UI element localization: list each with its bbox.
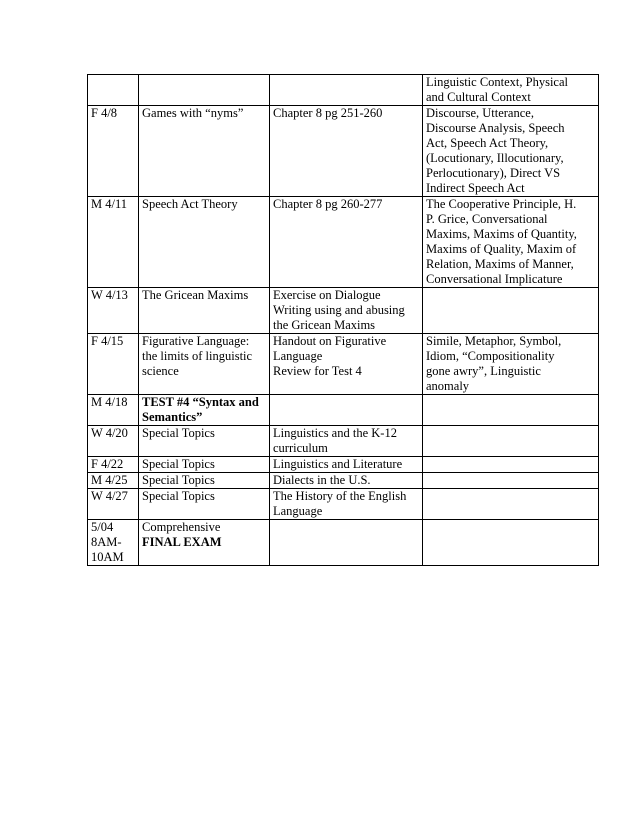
topic-text: The Gricean Maxims xyxy=(142,288,249,302)
reading-cell xyxy=(270,395,423,426)
reading-cell xyxy=(270,197,423,288)
concepts-cell xyxy=(423,106,599,197)
topic-cell xyxy=(139,197,270,288)
concepts-cell xyxy=(423,520,599,566)
date-cell xyxy=(88,334,139,395)
reading-cell xyxy=(270,473,423,489)
reading-cell xyxy=(270,426,423,457)
date-text: W 4/20 xyxy=(91,426,128,440)
concepts-text: Conversational Implicature xyxy=(426,272,563,286)
topic-text: Special Topics xyxy=(142,426,215,440)
date-text: 8AM- xyxy=(91,535,122,549)
concepts-cell xyxy=(423,457,599,473)
reading-cell xyxy=(270,75,423,106)
reading-text: Dialects in the U.S. xyxy=(273,473,371,487)
concepts-text: Indirect Speech Act xyxy=(426,181,525,195)
table-row xyxy=(88,288,599,334)
reading-text: Chapter 8 pg 260-277 xyxy=(273,197,383,211)
reading-text: Language xyxy=(273,349,323,363)
concepts-cell xyxy=(423,75,599,106)
topic-text: Games with “nyms” xyxy=(142,106,244,120)
topic-text: Figurative Language: xyxy=(142,334,250,348)
course-schedule-table xyxy=(87,74,599,566)
concepts-text: Discourse, Utterance, xyxy=(426,106,534,120)
topic-cell xyxy=(139,288,270,334)
date-text: W 4/27 xyxy=(91,489,128,503)
table-row xyxy=(88,334,599,395)
concepts-text: Simile, Metaphor, Symbol, xyxy=(426,334,562,348)
reading-text: Review for Test 4 xyxy=(273,364,362,378)
reading-text: The History of the English xyxy=(273,489,407,503)
topic-text: FINAL EXAM xyxy=(142,535,222,549)
concepts-cell xyxy=(423,197,599,288)
reading-text: Chapter 8 pg 251-260 xyxy=(273,106,383,120)
reading-text: Writing using and abusing xyxy=(273,303,405,317)
topic-cell xyxy=(139,426,270,457)
concepts-text: The Cooperative Principle, H. xyxy=(426,197,577,211)
topic-text: the limits of linguistic xyxy=(142,349,253,363)
topic-cell xyxy=(139,473,270,489)
date-text: M 4/25 xyxy=(91,473,128,487)
date-cell xyxy=(88,520,139,566)
table-row xyxy=(88,426,599,457)
table-row xyxy=(88,395,599,426)
date-text: W 4/13 xyxy=(91,288,128,302)
table-row xyxy=(88,520,599,566)
reading-cell xyxy=(270,106,423,197)
reading-text: the Gricean Maxims xyxy=(273,318,376,332)
reading-text: Linguistics and the K-12 xyxy=(273,426,397,440)
date-text: F 4/15 xyxy=(91,334,124,348)
concepts-text: Perlocutionary), Direct VS xyxy=(426,166,561,180)
concepts-cell xyxy=(423,473,599,489)
concepts-text: and Cultural Context xyxy=(426,90,531,104)
date-text: F 4/22 xyxy=(91,457,124,471)
date-cell xyxy=(88,106,139,197)
date-cell xyxy=(88,395,139,426)
date-cell xyxy=(88,457,139,473)
topic-cell xyxy=(139,489,270,520)
topic-text: Special Topics xyxy=(142,473,215,487)
topic-text: Special Topics xyxy=(142,489,215,503)
reading-text: curriculum xyxy=(273,441,328,455)
date-cell xyxy=(88,473,139,489)
concepts-cell xyxy=(423,489,599,520)
reading-cell xyxy=(270,457,423,473)
topic-cell xyxy=(139,106,270,197)
date-cell xyxy=(88,288,139,334)
table-row xyxy=(88,457,599,473)
topic-cell xyxy=(139,334,270,395)
topic-text: Speech Act Theory xyxy=(142,197,238,211)
date-cell xyxy=(88,197,139,288)
concepts-text: Maxims, Maxims of Quantity, xyxy=(426,227,577,241)
date-cell xyxy=(88,75,139,106)
concepts-text: P. Grice, Conversational xyxy=(426,212,548,226)
concepts-text: Relation, Maxims of Manner, xyxy=(426,257,574,271)
table-row xyxy=(88,473,599,489)
concepts-text: anomaly xyxy=(426,379,470,393)
concepts-cell xyxy=(423,334,599,395)
schedule-body xyxy=(88,75,599,566)
concepts-cell xyxy=(423,395,599,426)
concepts-text: Linguistic Context, Physical xyxy=(426,75,569,89)
date-cell xyxy=(88,426,139,457)
table-row xyxy=(88,489,599,520)
table-row xyxy=(88,75,599,106)
date-text: M 4/11 xyxy=(91,197,127,211)
reading-text: Linguistics and Literature xyxy=(273,457,403,471)
date-text: 5/04 xyxy=(91,520,114,534)
topic-text: Semantics” xyxy=(142,410,203,424)
reading-cell xyxy=(270,520,423,566)
concepts-text: gone awry”, Linguistic xyxy=(426,364,541,378)
topic-cell xyxy=(139,395,270,426)
topic-cell xyxy=(139,520,270,566)
table-row xyxy=(88,106,599,197)
topic-text: TEST #4 “Syntax and xyxy=(142,395,259,409)
concepts-text: (Locutionary, Illocutionary, xyxy=(426,151,564,165)
date-cell xyxy=(88,489,139,520)
concepts-cell xyxy=(423,288,599,334)
topic-text: Comprehensive xyxy=(142,520,221,534)
topic-cell xyxy=(139,75,270,106)
topic-cell xyxy=(139,457,270,473)
topic-text: science xyxy=(142,364,179,378)
concepts-cell xyxy=(423,426,599,457)
reading-text: Handout on Figurative xyxy=(273,334,387,348)
date-text: F 4/8 xyxy=(91,106,118,120)
concepts-text: Discourse Analysis, Speech xyxy=(426,121,565,135)
table-row xyxy=(88,197,599,288)
date-text: 10AM xyxy=(91,550,124,564)
reading-text: Language xyxy=(273,504,323,518)
reading-cell xyxy=(270,489,423,520)
concepts-text: Maxims of Quality, Maxim of xyxy=(426,242,577,256)
concepts-text: Idiom, “Compositionality xyxy=(426,349,555,363)
reading-cell xyxy=(270,288,423,334)
concepts-text: Act, Speech Act Theory, xyxy=(426,136,549,150)
reading-text: Exercise on Dialogue xyxy=(273,288,381,302)
date-text: M 4/18 xyxy=(91,395,128,409)
reading-cell xyxy=(270,334,423,395)
topic-text: Special Topics xyxy=(142,457,215,471)
